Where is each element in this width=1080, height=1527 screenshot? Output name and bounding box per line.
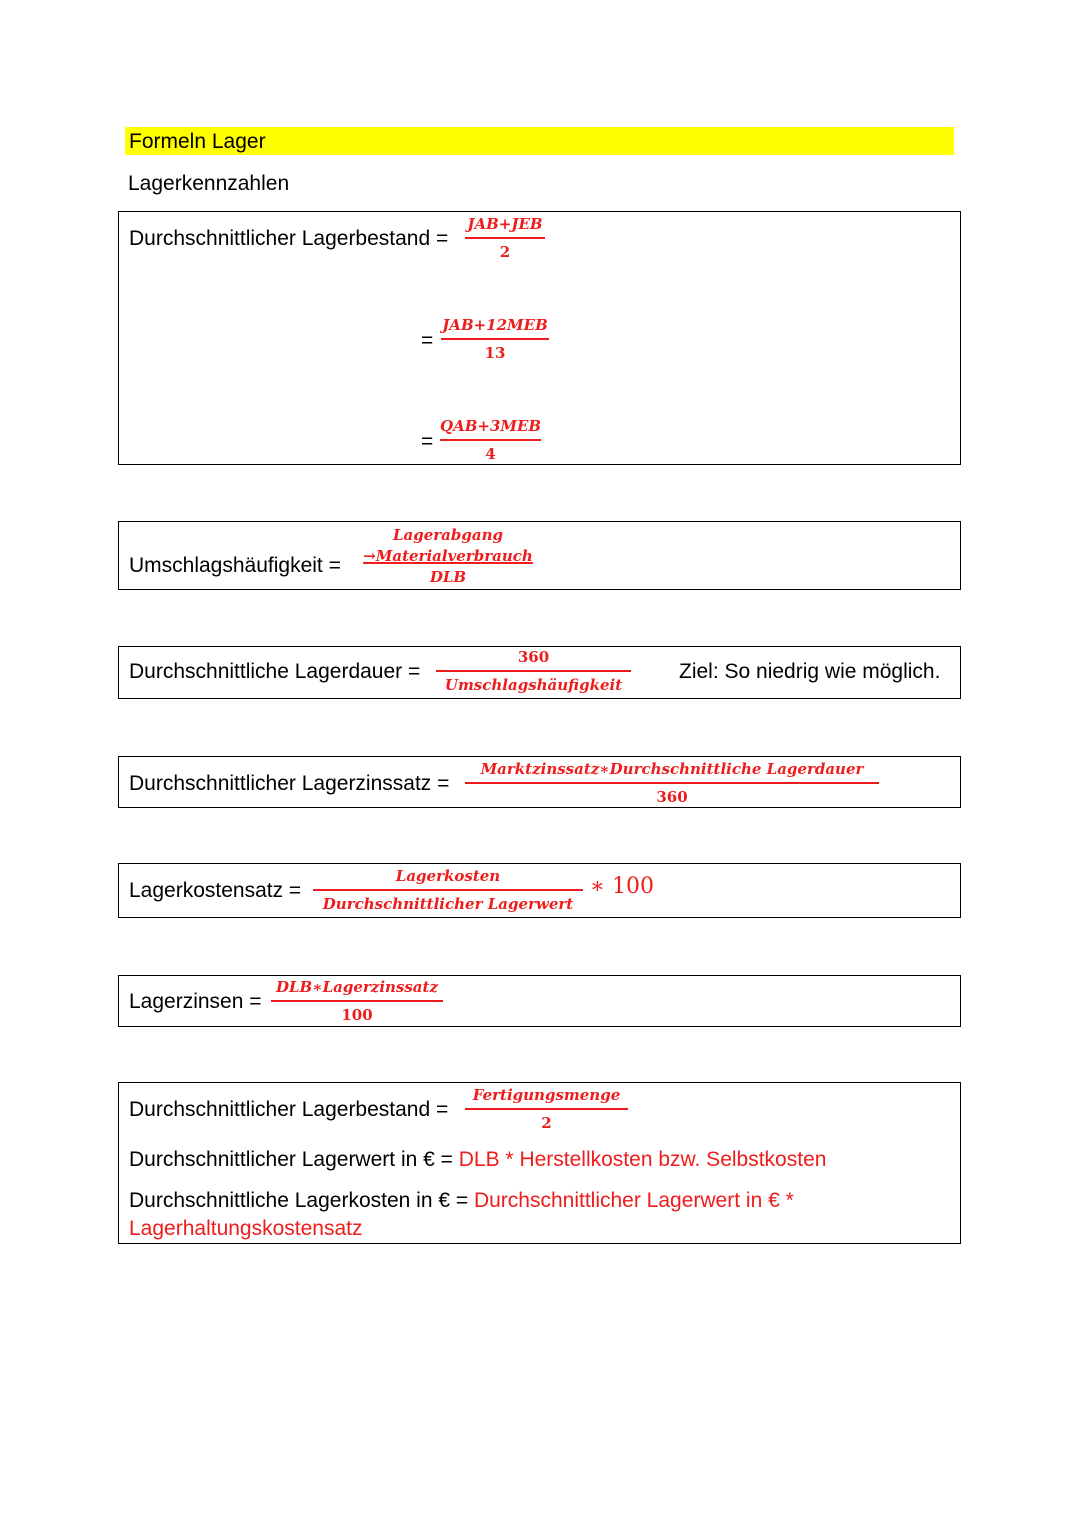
- dlb-fraction-2-denominator: 13: [484, 343, 506, 362]
- summary-lagerwert-label: Durchschnittlicher Lagerwert in € =: [129, 1148, 453, 1171]
- dlb-fraction-3: [440, 417, 541, 464]
- summary-lagerkosten-label: Durchschnittliche Lagerkosten in € =: [129, 1189, 469, 1212]
- summary-dlb-denominator: 2: [541, 1113, 552, 1132]
- lagerdauer-label: Durchschnittliche Lagerdauer =: [129, 660, 421, 683]
- umschlag-denominator: DLB: [429, 568, 467, 586]
- fraction-bar: [271, 1000, 443, 1002]
- dlb-fraction-3-numerator: QAB+3MEB: [440, 417, 542, 435]
- fraction-bar: [465, 237, 545, 239]
- lagerzinsen-label: Lagerzinsen =: [129, 990, 262, 1013]
- dlb-fraction-2-numerator: JAB+12MEB: [442, 316, 548, 334]
- lagerzinssatz-fraction: [465, 760, 879, 807]
- lagerkostensatz-multiplier: ∗ 100: [590, 874, 654, 899]
- summary-lagerkosten-formula-2: Lagerhaltungskostensatz: [129, 1217, 363, 1240]
- fraction-bar: [465, 782, 879, 784]
- dlb-fraction-1-denominator: 2: [499, 242, 511, 261]
- dlb-fraction-3-denominator: 4: [485, 444, 496, 463]
- dlb-fraction-1: [465, 215, 545, 262]
- umschlag-numerator-1: Lagerabgang: [392, 526, 503, 544]
- umschlag-fraction: [353, 525, 543, 588]
- fraction-bar: [436, 670, 631, 672]
- dlb-fraction-2: [441, 316, 549, 363]
- lagerzinssatz-label: Durchschnittlicher Lagerzinssatz =: [129, 772, 450, 795]
- lagerkostensatz-numerator: Lagerkosten: [395, 867, 501, 885]
- lagerkostensatz-fraction: [313, 867, 583, 914]
- page-title: Formeln Lager: [129, 130, 266, 153]
- dlb-label: Durchschnittlicher Lagerbestand =: [129, 227, 449, 250]
- summary-dlb-label: Durchschnittlicher Lagerbestand =: [129, 1098, 449, 1121]
- fraction-bar: [440, 439, 541, 441]
- summary-dlb-numerator: Fertigungsmenge: [472, 1086, 621, 1104]
- lagerzinsen-fraction: [271, 978, 443, 1025]
- lagerzinssatz-denominator: 360: [656, 787, 688, 806]
- lagerkostensatz-denominator: Durchschnittlicher Lagerwert: [322, 894, 574, 913]
- summary-lagerkosten-line: [129, 1188, 794, 1214]
- lagerdauer-denominator: Umschlagshäufigkeit: [444, 675, 623, 694]
- lagerkostensatz-label: Lagerkostensatz =: [129, 879, 302, 902]
- lagerzinsen-numerator: DLB∗Lagerzinssatz: [276, 978, 438, 996]
- summary-lagerwert-line: [129, 1147, 826, 1173]
- summary-lagerkosten-formula-1: Durchschnittlicher Lagerwert in € *: [473, 1189, 794, 1212]
- summary-lagerwert-formula: DLB * Herstellkosten bzw. Selbstkosten: [458, 1148, 827, 1171]
- lagerdauer-fraction: [436, 648, 631, 695]
- dlb-equals-2: =: [421, 329, 434, 352]
- dlb-fraction-1-numerator: JAB+JEB: [467, 215, 543, 233]
- fraction-bar: [441, 338, 549, 340]
- fraction-bar: [465, 1108, 628, 1110]
- lagerdauer-note: Ziel: So niedrig wie möglich.: [679, 660, 941, 683]
- summary-dlb-fraction: [465, 1086, 628, 1133]
- fraction-bar: [313, 889, 583, 891]
- dlb-equals-3: =: [421, 430, 434, 453]
- lagerzinssatz-numerator: Marktzinssatz∗Durchschnittliche Lagerdauer: [480, 760, 864, 778]
- umschlag-numerator-2: →Materialverbrauch: [363, 547, 533, 565]
- section-subtitle: Lagerkennzahlen: [128, 172, 290, 195]
- lagerdauer-numerator: 360: [517, 648, 550, 666]
- umschlag-label: Umschlagshäufigkeit =: [129, 554, 341, 577]
- lagerzinsen-denominator: 100: [341, 1005, 373, 1024]
